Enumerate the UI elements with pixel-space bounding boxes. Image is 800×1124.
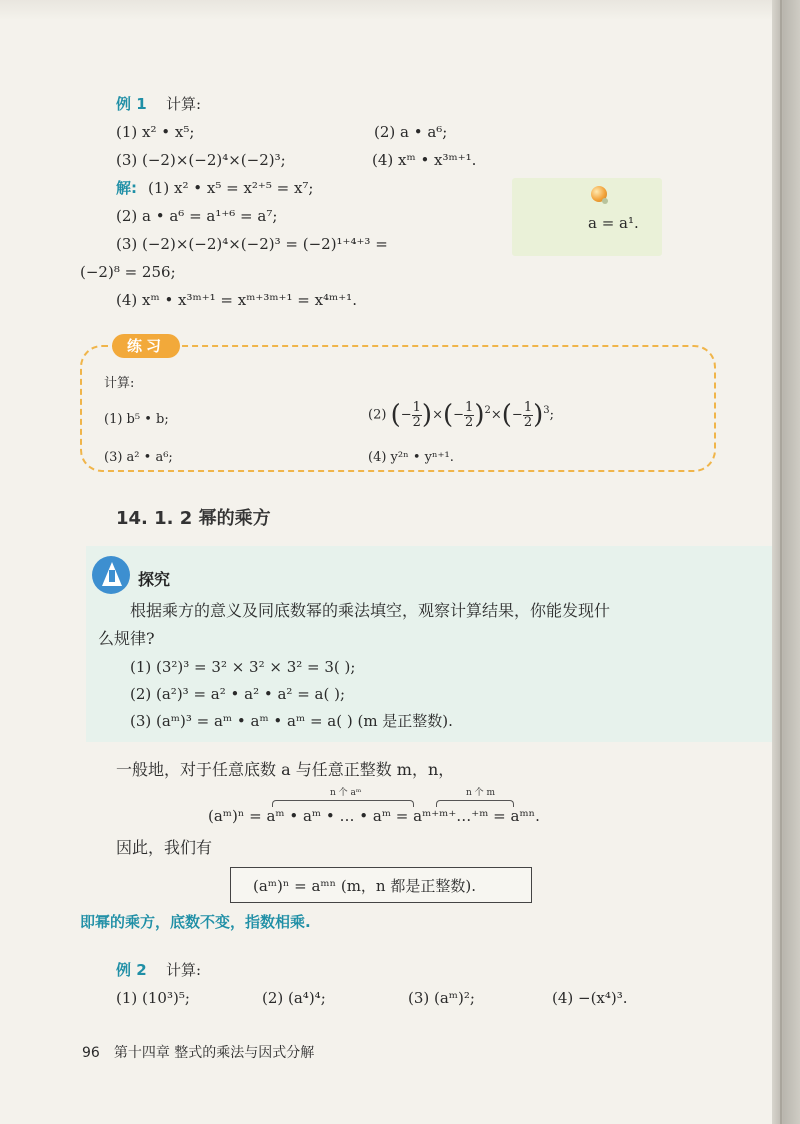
- example1-q2: (2) a • a⁶;: [374, 123, 448, 141]
- practice-p2: (2) (− $\frac{1}{2}$ )×(− $\frac{1}{2}$ )$^2$×(− $\frac{1}{2}$ )$^3$;: [368, 399, 555, 430]
- explore-e2: (2) (a²)³ = a² • a² • a² = a( );: [130, 685, 346, 703]
- example1-q3: (3) (−2)×(−2)⁴×(−2)³;: [116, 151, 286, 169]
- practice-p1: (1) b⁵ • b;: [104, 412, 169, 427]
- example2-label: 例 2: [116, 961, 147, 979]
- paren-open: (: [390, 400, 401, 430]
- example1-prompt: 计算:: [166, 95, 202, 113]
- page-number: 96: [82, 1045, 100, 1061]
- page-footer: [82, 1042, 314, 1062]
- explore-title: 探究: [138, 570, 171, 589]
- solution-3b: (−2)⁸ = 256;: [80, 263, 176, 281]
- hint-text: a = a¹.: [588, 214, 639, 232]
- general-therefore: 因此，我们有: [116, 838, 213, 857]
- practice-p4: (4) y²ⁿ • yⁿ⁺¹.: [368, 450, 454, 465]
- frac-num: 1: [412, 399, 421, 415]
- brace-note-left: n 个 aᵐ: [330, 788, 362, 798]
- example1-label: 例 1: [116, 95, 147, 113]
- example2-prompt: 计算:: [166, 961, 202, 979]
- fraction-1: [412, 401, 422, 430]
- hint-box: [512, 178, 662, 256]
- paren-open: (: [501, 400, 512, 430]
- explore-e1: (1) (3²)³ = 3² × 3² × 3² = 3( );: [130, 658, 356, 676]
- rule-text: 即幂的乘方，底数不变，指数相乘.: [80, 913, 311, 931]
- practice-p3: (3) a² • a⁶;: [104, 450, 173, 465]
- example2-q1: (1) (10³)⁵;: [116, 989, 190, 1007]
- practice-prompt: 计算:: [104, 376, 135, 391]
- example2-q3: (3) (aᵐ)²;: [408, 989, 475, 1007]
- solution-3a: (3) (−2)×(−2)⁴×(−2)³ = (−2)¹⁺⁴⁺³ =: [116, 235, 388, 253]
- book-page-edge: [772, 0, 800, 1124]
- practice-p2-label: (2): [368, 407, 387, 423]
- general-derivation: (aᵐ)ⁿ = aᵐ • aᵐ • … • aᵐ = aᵐ⁺ᵐ⁺…⁺ᵐ = aᵐⁿ.: [208, 807, 540, 825]
- solution-2: (2) a • a⁶ = a¹⁺⁶ = a⁷;: [116, 207, 278, 225]
- example2-q4: (4) −(x⁴)³.: [552, 989, 628, 1007]
- example1-q4: (4) xᵐ • x³ᵐ⁺¹.: [372, 151, 477, 169]
- fraction-2: [464, 401, 474, 430]
- example2-q2: (2) (a⁴)⁴;: [262, 989, 326, 1007]
- paren-open: (: [442, 400, 454, 430]
- solution-label: 解:: [116, 179, 137, 197]
- explore-e3: (3) (aᵐ)³ = aᵐ • aᵐ • aᵐ = a( ) (m 是正整数).: [130, 712, 453, 730]
- brace-note-right: n 个 m: [466, 788, 496, 798]
- paren-close: ): [474, 400, 485, 430]
- example1-q1: (1) x² • x⁵;: [116, 123, 195, 141]
- chapter-title: 第十四章 整式的乘法与因式分解: [113, 1045, 315, 1061]
- frac-num: 1: [465, 399, 474, 415]
- formula-text: (aᵐ)ⁿ = aᵐⁿ (m，n 都是正整数).: [253, 877, 476, 895]
- frac-den: 2: [465, 414, 474, 430]
- explore-intro-line2: 么规律?: [98, 629, 155, 648]
- solution-4: (4) xᵐ • x³ᵐ⁺¹ = xᵐ⁺³ᵐ⁺¹ = x⁴ᵐ⁺¹.: [116, 291, 357, 309]
- practice-tab: 练习: [112, 334, 180, 358]
- compass-icon: [92, 556, 130, 594]
- fraction-3: [523, 401, 533, 430]
- frac-den: 2: [523, 414, 533, 430]
- page-top-shadow: [0, 0, 800, 20]
- solution-1: (1) x² • x⁵ = x²⁺⁵ = x⁷;: [148, 179, 314, 197]
- frac-den: 2: [412, 414, 421, 430]
- pushpin-shadow: [602, 198, 608, 204]
- section-title: 14. 1. 2 幂的乘方: [116, 508, 271, 529]
- general-line1: 一般地，对于任意底数 a 与任意正整数 m，n，: [116, 760, 455, 779]
- frac-num: 1: [523, 399, 533, 415]
- paren-close: ): [533, 400, 544, 430]
- paren-close: ): [421, 400, 433, 430]
- explore-intro-line1: 根据乘方的意义及同底数幂的乘法填空，观察计算结果，你能发现什: [130, 601, 611, 620]
- formula-box: [230, 867, 532, 903]
